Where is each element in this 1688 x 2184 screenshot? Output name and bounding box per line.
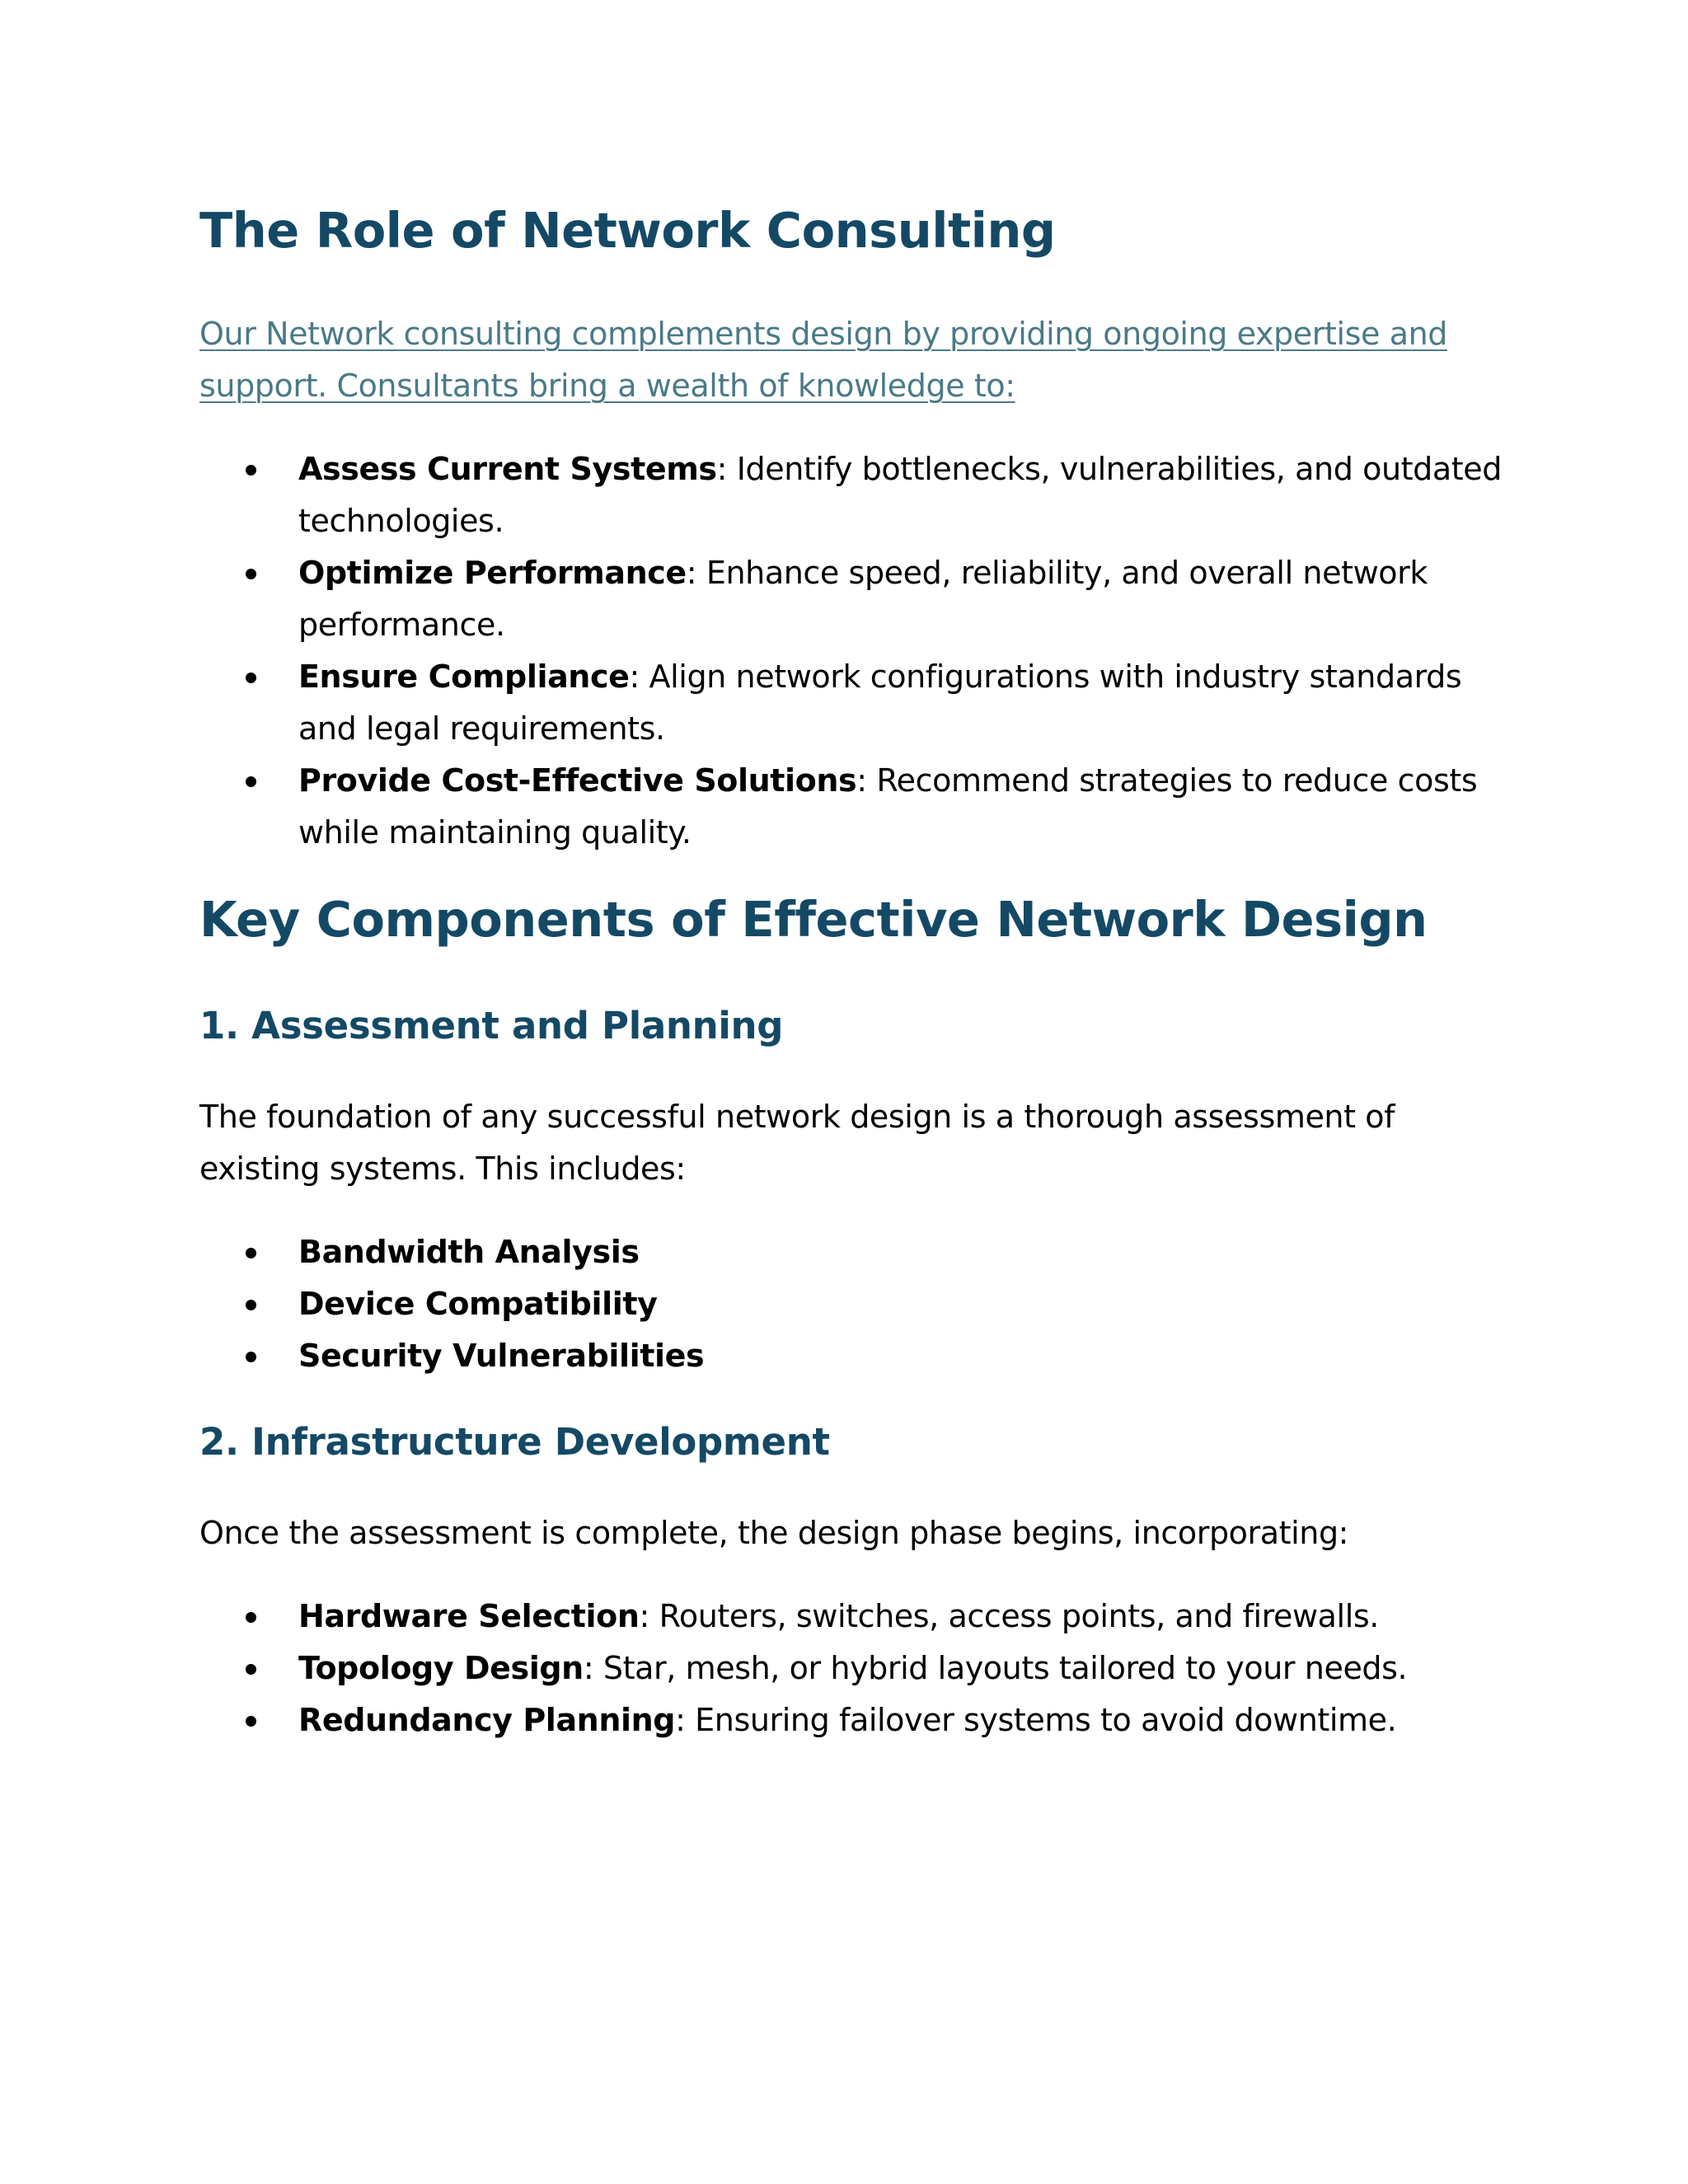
list-item (199, 651, 1518, 755)
list-item-desc: : Star, mesh, or hybrid layouts tailored to your needs. (583, 1650, 1408, 1686)
list-item-term: Optimize Performance (298, 555, 687, 591)
bullet-icon (246, 1612, 256, 1623)
list-item-term: Security Vulnerabilities (298, 1338, 705, 1374)
list-item-term: Hardware Selection (298, 1598, 640, 1634)
document-page (199, 198, 1518, 1746)
list-item (199, 1278, 1518, 1330)
list-item-term: Redundancy Planning (298, 1702, 676, 1738)
list-item-desc: : Enhance speed, reliability, and overall network performance. (298, 555, 1428, 643)
bullet-icon (246, 673, 256, 683)
bullet-icon (246, 465, 256, 476)
subheading-assessment-planning: 1. Assessment and Planning (199, 1004, 784, 1047)
list-item-term: Provide Cost-Effective Solutions (298, 762, 857, 799)
list-item-term: Bandwidth Analysis (298, 1234, 640, 1270)
list-item-term: Ensure Compliance (298, 658, 630, 695)
infrastructure-list (199, 1591, 1518, 1746)
list-item-term: Topology Design (298, 1650, 584, 1686)
list-item (199, 1643, 1518, 1694)
heading-network-consulting: The Role of Network Consulting (199, 202, 1056, 259)
list-item-desc: : Routers, switches, access points, and firewalls. (639, 1598, 1379, 1634)
intro-paragraph (199, 308, 1518, 412)
list-item-term: Device Compatibility (298, 1286, 658, 1322)
list-item (199, 1226, 1518, 1278)
bullet-icon (246, 1352, 256, 1362)
list-item (199, 1694, 1518, 1746)
heading-key-components: Key Components of Effective Network Design (199, 891, 1428, 948)
list-item-term: Assess Current Systems (298, 451, 717, 487)
subheading-infrastructure-development: 2. Infrastructure Development (199, 1420, 830, 1464)
bullet-icon (246, 1664, 256, 1675)
list-item-desc: : Identify bottlenecks, vulnerabilities, and outdated technologies. (298, 451, 1502, 539)
list-item (199, 547, 1518, 651)
assessment-list (199, 1226, 1518, 1382)
bullet-icon (246, 569, 256, 579)
list-item (199, 755, 1518, 859)
bullet-icon (246, 1300, 256, 1310)
consulting-list (199, 443, 1518, 859)
list-item (199, 443, 1518, 547)
assessment-paragraph: The foundation of any successful network design is a thorough assessment of existing systems. This includes: (199, 1099, 1395, 1187)
list-item-desc: : Align network configurations with industry standards and legal requirements. (298, 658, 1462, 747)
list-item-desc: : Recommend strategies to reduce costs while maintaining quality. (298, 762, 1478, 851)
bullet-icon (246, 1716, 256, 1727)
bullet-icon (246, 776, 256, 787)
list-item (199, 1330, 1518, 1382)
list-item (199, 1591, 1518, 1643)
intro-link[interactable]: Our Network consulting complements design by providing ongoing expertise and support. Consultants bring a wealth of knowledge to: (199, 316, 1447, 404)
bullet-icon (246, 1248, 256, 1258)
list-item-desc: : Ensuring failover systems to avoid downtime. (675, 1702, 1397, 1738)
infrastructure-paragraph: Once the assessment is complete, the design phase begins, incorporating: (199, 1515, 1349, 1551)
